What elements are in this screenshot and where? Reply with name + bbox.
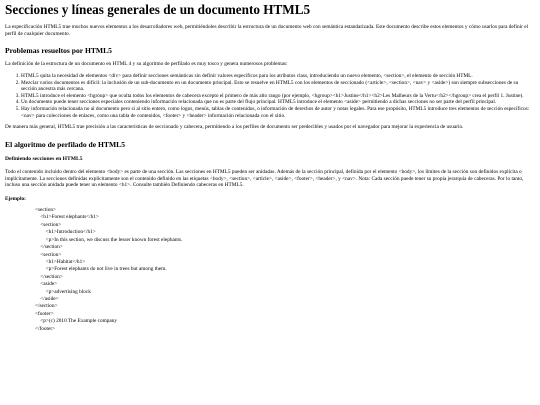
page-title: Secciones y líneas generales de un documento HTML5	[5, 2, 311, 17]
list-item: 5. Hay información relacionada no al documento pero sí al sitio entero, como logos, menús, tablas de contenidos, o información de derechos de autor y notas legales. Para ese propósito, HTML5 introduce tres elementos de sección específicos: <nav> para colecciones de enlaces, como una tabla de contenidos, <footer> y <header> información relacionada con el sitio.	[21, 106, 535, 119]
intro-paragraph: La especificación HTML5 trae muchos nuevos elementos a los desarrolladores web, permitiéndoles describir la estructura de un documento web con semántica estandarizada. Este documento describe estos elementos y cómo usarlos para definir el perfil de cualquier documento.	[5, 24, 529, 37]
problems-list	[5, 73, 535, 119]
list-item: 1. HTML5 quita la necesidad de elementos <div> para definir secciones semánticas sin definir valores específicos para los atributos class, introduciendo un nuevo elemento, <section>, el elemento de sección HTML.	[21, 73, 535, 80]
code-example: <section> <h1>Forest elephants</h1> <section> <h1>Introduction</h1> <p>In this section, we discuss the lesser known forest elephants. </section> <section> <h1>Habitat</h1> <p>Forest elephants do not live in trees but among them. </section> <aside> <p>advertising block </aside> </section> <footer> <p>(c) 2010 The Example company </footer>	[35, 207, 183, 332]
sections-subheading: Definiendo secciones en HTML5	[5, 155, 83, 162]
problems-heading: Problemas resueltos por HTML5	[5, 46, 112, 56]
algorithm-heading: El algoritmo de perfilado de HTML5	[5, 139, 126, 149]
problems-lead: La definición de la estructura de un documento en HTML 4 y su algoritmo de perfilado es muy tosco y genera numerosos problemas:	[5, 61, 288, 68]
sections-paragraph: Todo el contenido incluido dentro del elemento <body> es parte de una sección. Las secciones en HTML5 pueden ser anidadas. Además de la sección principal, definida por el elemento <body>, los límites de la sección son definidos explícita o implícitamente. La secciones definidas explícitamente son el contenido definido en las etiquetas <body>, <section>, <article>, <aside>, <footer>, <header>, y <nav>. Nota: Cada sección puede tener su propia jerarquía de cabeceras. Por lo tanto, incluso una sección anidada puede tener un elemento <h1>. Consulte también Definiendo cabeceras en HTML5.	[5, 168, 524, 189]
list-item: 4. Un documento puede tener secciones especiales conteniendo información relacionada que no es parte del flujo principal. HTML5 introduce el elemento <aside> permitiendo a dichas secciones no ser parte del perfil principal.	[21, 99, 535, 106]
list-item: 3. HTML5 introduce el elemento <hgroup> que oculta todos los elementos de cabecera excepto el primero de más alto rango (por ejemplo, <hgroup><h1>Justine</h1><h2>Les Malheurs de la Vertu</h2></hgroup> crea el perfil 1. Justine).	[21, 93, 535, 100]
problems-conclusion: De manera más general, HTML5 trae precisión a las características de seccionado y cabecera, permitiendo a los perfiles de documento ser predecibles y usados por el navegador para mejorar la experiencia de usuario.	[5, 124, 464, 131]
example-label: Ejemplo:	[5, 196, 26, 203]
list-item: 2. Mezclar varios documentos es difícil: la inclusión de un sub-documento en un documento principal. Esto se resuelve en HTML5 con los elementos de seccionado (<article>, <section>, <nav> y <aside>) son siempre subsecciones de su sección ancestra más cercana.	[21, 80, 535, 93]
